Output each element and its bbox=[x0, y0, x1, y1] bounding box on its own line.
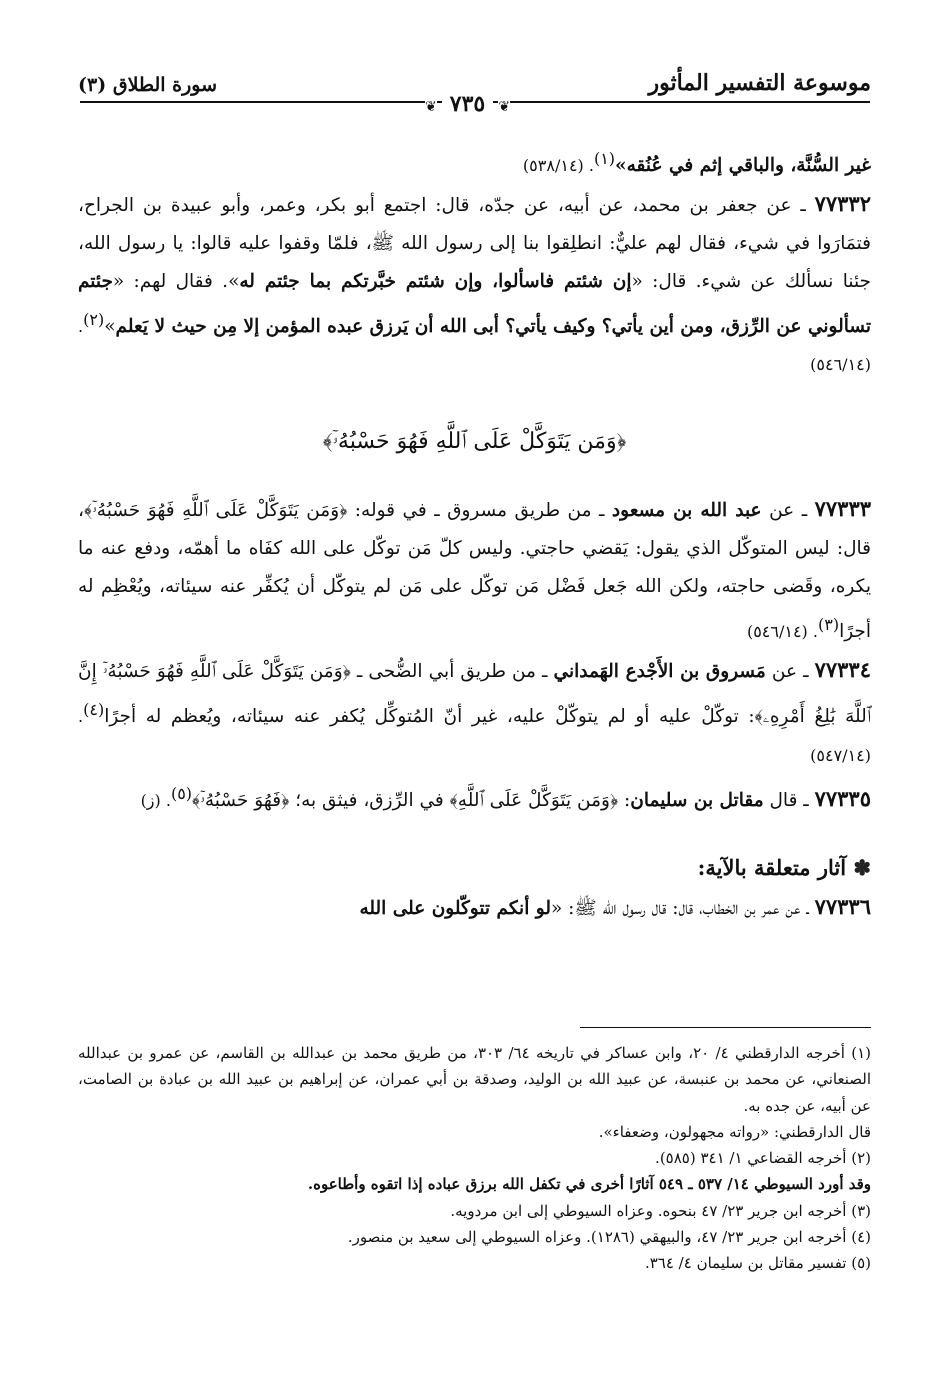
book-title: موسوعة التفسير المأثور bbox=[648, 70, 871, 96]
narration-text: ـ عن جعفر بن محمد، عن أبيه، عن جدّه، قال: اجتمع أبو بكر، وعمر، وأبو عبيدة بن الجراح، فتمَارَوا في شيء، فقال لهم عليٌّ: انطلِقوا بنا إلى رسول الله ﷺ، فلمّا وقفوا عليه قالوا: يا رسول الله، جئنا نسألك عن شيء. قال: « bbox=[78, 195, 871, 293]
main-text bbox=[78, 140, 871, 928]
source-reference: . (٥٤٧/١٤) bbox=[78, 707, 871, 765]
source-reference: . (٥٤٦/١٤) bbox=[746, 622, 818, 642]
footnote-marker: (٢) bbox=[83, 310, 105, 330]
narration-77335 bbox=[78, 775, 871, 820]
narrator-name: عبد الله بن مسعود bbox=[611, 500, 762, 522]
hadith-text: لو أنكم تتوكّلون على الله bbox=[359, 897, 551, 919]
narration-77332 bbox=[78, 185, 871, 384]
paragraph-continuation bbox=[78, 140, 871, 185]
narration-77336 bbox=[78, 888, 871, 928]
ayah-heading: ﴿وَمَن يَتَوَكَّلْ عَلَى ٱللَّهِ فَهُوَ حَسْبُهُۥٓ﴾ bbox=[322, 429, 627, 455]
footnotes bbox=[78, 1040, 871, 1277]
footnote-marker: (٤) bbox=[83, 700, 105, 720]
footnote-2-note: وقد أورد السيوطي ١٤/ ٥٣٧ ـ ٥٤٩ آثارًا أخرى في تكفل الله برزق عباده إذا اتقوه وأطاعوه. bbox=[307, 1175, 871, 1194]
narration-number: ٧٧٣٣٥ bbox=[814, 785, 871, 811]
section-heading bbox=[78, 848, 871, 888]
narration-text: ». فقال لهم: « bbox=[112, 271, 240, 293]
ornament-right-icon: ❦ bbox=[498, 99, 511, 115]
footnote-rule bbox=[580, 1027, 871, 1028]
footnote-1: (١) أخرجه الدارقطني ٤/ ٢٠، وابن عساكر في تاريخه ٦٤/ ٣٠٣، من طريق محمد بن عبدالله بن القاسم، عن عمرو بن عبدالله الصنعاني، عن محمد بن عنبسة، عن عبيد الله بن الوليد، وصدقة بن أبي عمران، عن إبراهيم بن عبيد الله بن عبادة بن الصامت، عن أبيه، عن جده به. bbox=[78, 1044, 871, 1115]
hadith-text: جئتم تسألوني عن الرِّزق، ومن أين يأتي؟ وكيف يأتي؟ أبى الله أن يَرزق عبده المؤمن إلا مِن حيث لا يَعلم bbox=[78, 271, 871, 338]
section-heading-text: آثار متعلقة بالآية: bbox=[697, 854, 847, 880]
hadith-text: غير السُّنَّة، والباقي إثم في عُنُقه» bbox=[615, 155, 871, 177]
narration-text: ـ من طريق أبي الضُّحى ـ ﴿وَمَن يَتَوَكَّلْ عَلَى ٱللَّهِ فَهُوَ حَسْبُهُۥٓ إِنَّ ٱللَّهَ بَٰلِغُ أَمْرِهِۦ﴾: توكّلْ عليه أو لم يتوكّلْ عليه، غير أنّ المُتوكِّل يُكفر عنه سيئاته، ويُعظم له أجرًا bbox=[78, 661, 871, 728]
narration-text: : ﴿وَمَن يَتَوَكَّلْ عَلَى ٱللَّهِ﴾ في الرِّزق، فيثق به؛ ﴿فَهُوَ حَسْبُهُۥٓ﴾ bbox=[192, 789, 631, 811]
narration-77334 bbox=[78, 651, 871, 774]
page-number: ٧٣٥ bbox=[442, 91, 493, 117]
narrator-name: مَسروق بن الأَجْدع الهَمداني bbox=[553, 661, 766, 683]
footnote-5: (٥) تفسير مقاتل بن سليمان ٤/ ٣٦٤. bbox=[644, 1254, 871, 1273]
narration-text: » bbox=[104, 316, 116, 338]
narration-text: ـ قال bbox=[763, 789, 815, 811]
footnote-2: (٢) أخرجه القضاعي ١/ ٣٤١ (٥٨٥). bbox=[655, 1149, 871, 1168]
narration-number: ٧٧٣٣٣ bbox=[814, 496, 872, 522]
footnote-4: (٤) أخرجه ابن جرير ٢٣/ ٤٧، والبيهقي (١٢٨٦). وعزاه السيوطي إلى سعيد بن منصور. bbox=[347, 1228, 871, 1247]
page-number-block bbox=[0, 91, 935, 117]
source-reference: . (ز) bbox=[140, 790, 171, 810]
flower-ornament-icon: ✽ bbox=[853, 854, 871, 880]
source-reference: . (٥٣٨/١٤) bbox=[522, 156, 594, 176]
footnote-3: (٣) أخرجه ابن جرير ٢٣/ ٤٧ بنحوه. وعزاه السيوطي إلى ابن مردويه. bbox=[450, 1201, 871, 1220]
surah-label: سورة الطلاق (٣) bbox=[78, 74, 218, 96]
narration-text: ـ عن bbox=[761, 500, 815, 522]
narration-text: ـ من طريق مسروق ـ في قوله: ﴿وَمَن يَتَوَكَّلْ عَلَى ٱللَّهِ فَهُوَ حَسْبُهُۥٓ﴾، قال: ليس المتوكّل الذي يقول: يَقضي حاجتي. وليس كلّ مَن توكّل على الله كفَاه ما أهمّه، ودفع عنه ما يكره، وقَضى حاجته، ولكن الله جَعل فَضْل مَن توكّل على مَن لم يتوكّل أن يُكفِّر عنه سيئاته، ويُعْظِم له أجرًا bbox=[78, 500, 871, 643]
narration-text: ـ عن bbox=[765, 661, 815, 683]
footnote-marker: (٥) bbox=[170, 783, 193, 803]
footnote-marker: (٣) bbox=[817, 615, 840, 635]
narration-text: ـ عن عمر بن الخطاب، قال: قال رسول الله ﷺ: « bbox=[550, 897, 815, 919]
narrator-name: مقاتل بن سليمان bbox=[630, 789, 764, 811]
ornament-left-icon: ❦ bbox=[424, 99, 437, 115]
narration-number: ٧٧٣٣٢ bbox=[814, 191, 871, 217]
footnote-1-note: قال الدارقطني: «رواته مجهولون، وضعفاء». bbox=[598, 1122, 871, 1141]
narration-77333 bbox=[78, 490, 871, 651]
narration-number: ٧٧٣٣٦ bbox=[814, 893, 871, 919]
narration-number: ٧٧٣٣٤ bbox=[814, 657, 871, 683]
footnote-marker: (١) bbox=[593, 149, 616, 168]
source-reference: . (٥٤٦/١٤) bbox=[78, 317, 871, 375]
hadith-text: إن شئتم فاسألوا، وإن شئتم خبَّرتكم بما جئتم له bbox=[239, 271, 632, 293]
